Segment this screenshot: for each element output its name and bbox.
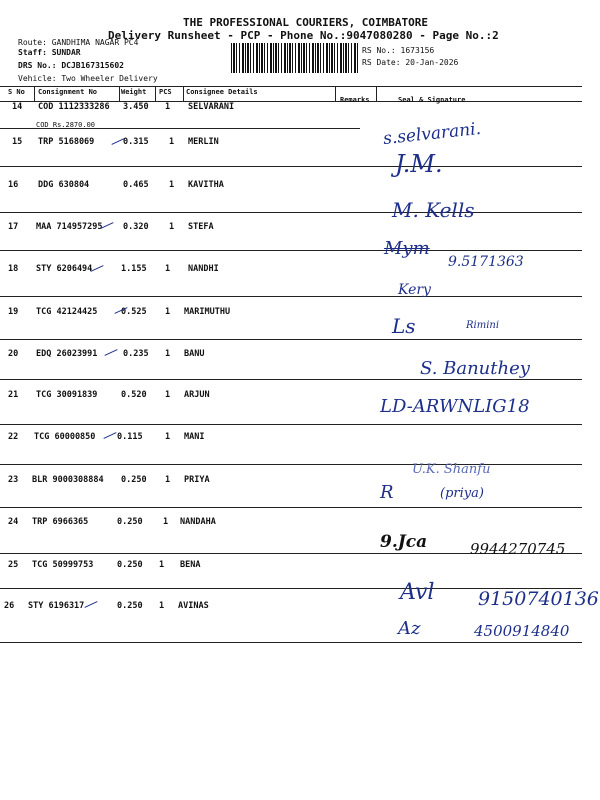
row-sno: 17	[8, 222, 19, 232]
table-bottom-border	[0, 642, 582, 643]
col-sep	[376, 86, 377, 101]
row-weight: 0.250	[117, 601, 143, 611]
row-pcs: 1	[165, 307, 171, 317]
row-consignee: BENA	[180, 560, 201, 570]
col-sep	[335, 86, 336, 101]
row-divider	[0, 507, 582, 508]
row-consignee: NANDAHA	[180, 517, 216, 527]
row-divider	[0, 424, 582, 425]
row-pcs: 1	[165, 432, 171, 442]
company-name: THE PROFESSIONAL COURIERS, COIMBATORE	[183, 16, 429, 29]
route-label: Route: GANDHIMA NAGAR PC4	[18, 38, 139, 47]
row-consignee: PRIYA	[184, 475, 210, 485]
row-sno: 23	[8, 475, 19, 485]
phone-handwriting: 4500914840	[474, 622, 570, 640]
signature-handwriting: U.K. Shanfu	[412, 462, 491, 477]
row-consignee: ARJUN	[184, 390, 210, 400]
row-pcs: 1	[169, 222, 175, 232]
row-weight: 0.315	[123, 137, 149, 147]
row-sno: 25	[8, 560, 19, 570]
row-divider	[0, 339, 582, 340]
row-consignment: TCG 42124425	[36, 307, 98, 317]
row-divider	[0, 166, 582, 167]
row-consignee: NANDHI	[188, 264, 219, 274]
row-consignment: MAA 714957295	[36, 222, 103, 232]
row-weight: 0.250	[117, 560, 143, 570]
col-seal: Seal & Signature	[398, 96, 466, 104]
row-consignment: STY 6206494	[36, 264, 93, 274]
phone-handwriting: 9.5171363	[448, 254, 524, 270]
row-sno: 15	[12, 137, 23, 147]
tick-mark	[84, 601, 97, 608]
rs-number: RS No.: 1673156	[362, 46, 435, 55]
row-pcs: 1	[159, 560, 165, 570]
row-weight: 0.115	[117, 432, 143, 442]
row-consignee: MANI	[184, 432, 205, 442]
row-weight: 0.250	[117, 517, 143, 527]
row-divider	[0, 128, 360, 129]
row-sno: 22	[8, 432, 19, 442]
rs-date: RS Date: 20-Jan-2026	[362, 58, 459, 67]
signature-handwriting: S. Banuthey	[420, 358, 530, 379]
vehicle-label: Vehicle: Two Wheeler Delivery	[18, 74, 158, 83]
row-weight: 1.155	[121, 264, 147, 274]
row-consignee: MARIMUTHU	[184, 307, 231, 317]
row-consignee: KAVITHA	[188, 180, 224, 190]
row-consignee: SELVARANI	[188, 102, 235, 112]
row-consignment: TCG 60000850	[34, 432, 96, 442]
signature-handwriting: s.selvarani.	[382, 118, 482, 150]
row-weight: 0.465	[123, 180, 149, 190]
col-weight: Weight	[121, 88, 147, 96]
row-consignment: TCG 30091839	[36, 390, 98, 400]
phone-handwriting: 9944270745	[470, 540, 566, 558]
tick-mark	[103, 432, 116, 439]
row-divider	[0, 250, 582, 251]
signature-handwriting: LD-ARWNLIG18	[380, 396, 530, 417]
signature-handwriting: J.M.	[395, 150, 443, 178]
col-pcs: PCS	[159, 88, 172, 96]
row-consignment: BLR 9000308884	[32, 475, 104, 485]
col-sep	[155, 86, 156, 101]
row-pcs: 1	[165, 390, 171, 400]
row-pcs: 1	[159, 601, 165, 611]
row-weight: 3.450	[123, 102, 149, 112]
row-sno: 24	[8, 517, 19, 527]
tick-mark	[104, 349, 117, 356]
signature-handwriting: M. Kells	[392, 198, 475, 222]
row-weight: 0.320	[123, 222, 149, 232]
row-pcs: 1	[165, 102, 171, 112]
row-pcs: 1	[165, 349, 171, 359]
col-consignee: Consignee Details	[186, 88, 258, 96]
row-consignee: AVINAS	[178, 601, 209, 611]
row-consignment: COD 1112333286	[38, 102, 110, 112]
row-consignment: TRP 5168069	[38, 137, 95, 147]
row-pcs: 1	[165, 475, 171, 485]
row-consignee: MERLIN	[188, 137, 219, 147]
signature-handwriting: R	[380, 482, 394, 503]
row-sno: 19	[8, 307, 19, 317]
row-consignment: TRP 6966365	[32, 517, 89, 527]
col-consignment: Consignment No	[38, 88, 98, 96]
signature-handwriting: Ls	[392, 314, 416, 338]
row-divider	[0, 379, 582, 380]
col-sep	[34, 86, 35, 101]
row-consignment: EDQ 26023991	[36, 349, 98, 359]
row-sno: 21	[8, 390, 19, 400]
row-divider	[0, 464, 582, 465]
signature-handwriting: Rimini	[466, 320, 500, 331]
row-consignment: DDG 630804	[38, 180, 90, 190]
row-consignee: BANU	[184, 349, 205, 359]
row-weight: 0.235	[123, 349, 149, 359]
col-sep	[183, 86, 184, 101]
row-sno: 18	[8, 264, 19, 274]
signature-handwriting: 9.Jca	[380, 532, 428, 552]
col-sno: S No	[8, 88, 25, 96]
signature-handwriting: Az	[398, 618, 421, 639]
signature-handwriting: Mym	[384, 238, 430, 259]
row-sno: 20	[8, 349, 19, 359]
row-pcs: 1	[163, 517, 169, 527]
col-sep	[119, 86, 120, 101]
row-pcs: 1	[169, 137, 175, 147]
row-consignee: STEFA	[188, 222, 214, 232]
signature-handwriting: Avl	[400, 580, 435, 605]
staff-label: Staff: SUNDAR	[18, 48, 81, 57]
table-top-border	[0, 86, 582, 87]
row-divider	[0, 212, 582, 213]
row-weight: 0.250	[121, 475, 147, 485]
row-sno: 16	[8, 180, 19, 190]
row-pcs: 1	[169, 180, 175, 190]
barcode	[231, 43, 359, 73]
drs-number: DRS No.: DCJB167315602	[18, 61, 124, 70]
row-divider	[0, 296, 582, 297]
runsheet-subtitle: Delivery Runsheet - PCP - Phone No.:9047080280 - Page No.:2	[108, 29, 499, 42]
signature-handwriting: Kery	[398, 282, 431, 298]
row-pcs: 1	[165, 264, 171, 274]
row-consignment: STY 6196317	[28, 601, 85, 611]
phone-handwriting: 9150740136	[478, 588, 599, 610]
row-weight: 0.525	[121, 307, 147, 317]
row-consignment: TCG 50999753	[32, 560, 94, 570]
tick-mark	[90, 265, 103, 272]
row-sno: 26	[4, 601, 15, 611]
col-remarks: Remarks	[340, 96, 370, 104]
signature-handwriting: (priya)	[440, 486, 484, 501]
row-sno: 14	[12, 102, 23, 112]
cod-note: COD Rs.2870.00	[36, 121, 96, 129]
row-weight: 0.520	[121, 390, 147, 400]
